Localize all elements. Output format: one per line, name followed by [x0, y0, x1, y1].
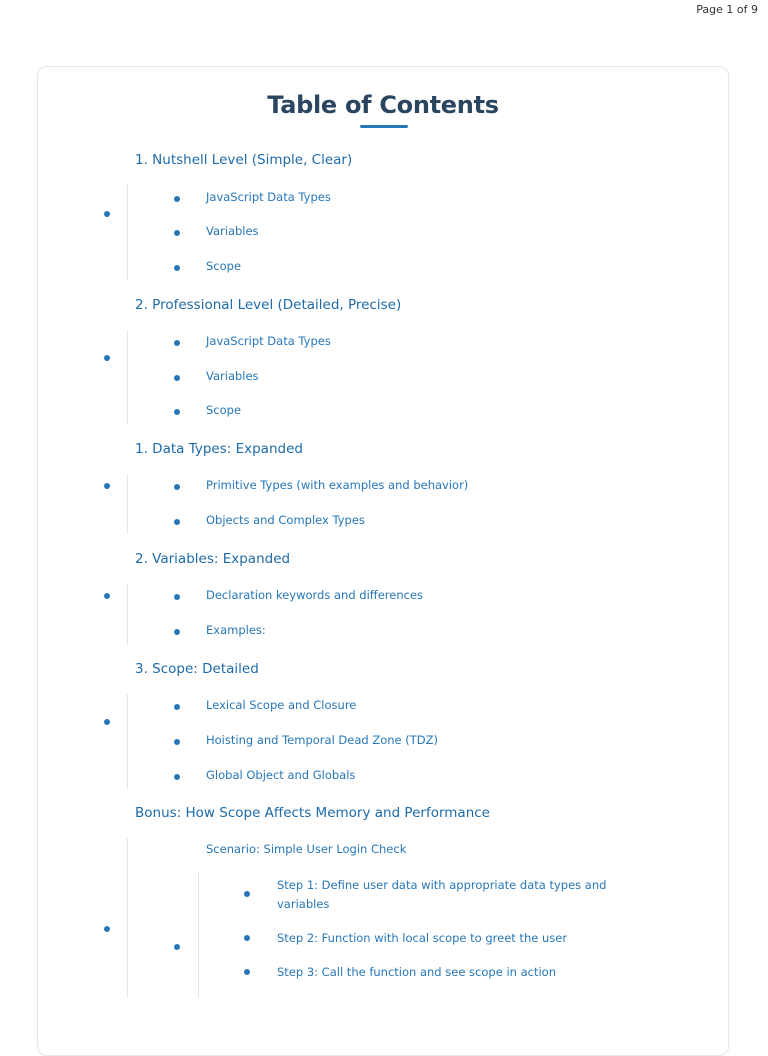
section-bullet-icon [104, 926, 110, 932]
bullet-icon [174, 409, 180, 415]
toc-item-link[interactable]: Primitive Types (with examples and behavior) [206, 478, 469, 492]
section-guide-line [127, 330, 128, 424]
toc-step-link[interactable]: Step 2: Function with local scope to greet the user [277, 931, 568, 945]
toc-item-link[interactable]: JavaScript Data Types [206, 190, 331, 204]
bullet-icon [174, 265, 180, 271]
bullet-icon [174, 519, 180, 525]
scenario-guide-line [198, 873, 199, 998]
toc-section-heading[interactable]: 3. Scope: Detailed [135, 661, 259, 677]
page-title: Table of Contents [267, 91, 499, 119]
toc-item-link[interactable]: Examples: [206, 623, 266, 637]
toc-section-heading[interactable]: Bonus: How Scope Affects Memory and Performance [135, 805, 490, 821]
bullet-icon [244, 891, 250, 897]
toc-item-link[interactable]: Hoisting and Temporal Dead Zone (TDZ) [206, 733, 439, 747]
section-bullet-icon [104, 719, 110, 725]
toc-step-link[interactable]: Step 1: Define user data with appropriate data types and variables [277, 878, 607, 911]
toc-item-link[interactable]: Global Object and Globals [206, 768, 356, 782]
section-guide-line [127, 185, 128, 279]
scenario-bullet-icon [174, 944, 180, 950]
bullet-icon [174, 230, 180, 236]
section-guide-line [127, 838, 128, 998]
toc-section-heading[interactable]: 2. Professional Level (Detailed, Precise) [135, 297, 402, 313]
bullet-icon [174, 196, 180, 202]
bullet-icon [174, 629, 180, 635]
section-bullet-icon [104, 211, 110, 217]
section-bullet-icon [104, 355, 110, 361]
toc-section-heading[interactable]: 1. Nutshell Level (Simple, Clear) [135, 152, 353, 168]
toc-item-link[interactable]: JavaScript Data Types [206, 334, 331, 348]
bullet-icon [174, 774, 180, 780]
toc-card [37, 66, 729, 1056]
section-guide-line [127, 694, 128, 788]
toc-item-link[interactable]: Objects and Complex Types [206, 513, 365, 527]
section-bullet-icon [104, 593, 110, 599]
section-bullet-icon [104, 483, 110, 489]
section-guide-line [127, 584, 128, 644]
toc-item-link[interactable]: Lexical Scope and Closure [206, 698, 357, 712]
section-guide-line [127, 474, 128, 534]
bullet-icon [174, 704, 180, 710]
toc-item-link[interactable]: Scope [206, 403, 242, 417]
toc-scenario-link[interactable]: Scenario: Simple User Login Check [206, 842, 407, 856]
bullet-icon [174, 594, 180, 600]
toc-item-link[interactable]: Variables [206, 369, 259, 383]
bullet-icon [174, 484, 180, 490]
bullet-icon [174, 739, 180, 745]
toc-item-link[interactable]: Variables [206, 224, 259, 238]
toc-item-link[interactable]: Declaration keywords and differences [206, 588, 424, 602]
toc-section-heading[interactable]: 2. Variables: Expanded [135, 551, 291, 567]
bullet-icon [244, 969, 250, 975]
bullet-icon [174, 340, 180, 346]
title-underline [360, 125, 408, 128]
bullet-icon [244, 935, 250, 941]
bullet-icon [174, 375, 180, 381]
toc-section-heading[interactable]: 1. Data Types: Expanded [135, 441, 303, 457]
page-counter: Page 1 of 9 [696, 3, 758, 16]
toc-item-link[interactable]: Scope [206, 259, 242, 273]
toc-step-link[interactable]: Step 3: Call the function and see scope in action [277, 965, 556, 979]
